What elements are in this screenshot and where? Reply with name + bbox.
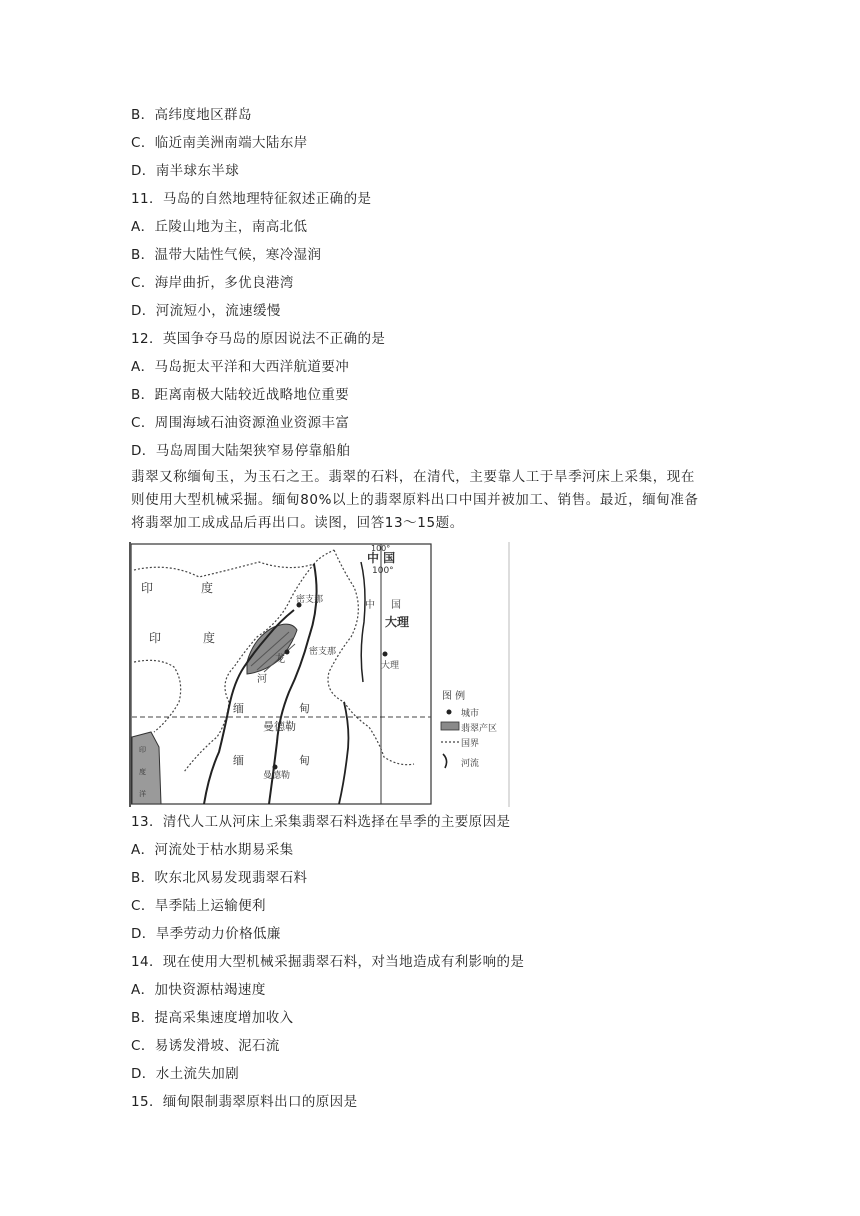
legend-border-label: 国界	[461, 739, 480, 749]
option-line: B．距离南极大陆较近战略地位重要	[131, 387, 350, 403]
option-line: D．水土流失加剧	[131, 1066, 240, 1082]
map-label-china: 中 国	[367, 551, 396, 565]
passage-line: 翡翠又称缅甸玉，为玉石之王。翡翠的石料，在清代，主要靠人工于旱季河床上采集，现在	[131, 469, 695, 485]
option-line: D．旱季劳动力价格低廉	[131, 926, 281, 942]
legend-city-label: 城市	[461, 709, 480, 719]
option-line: B．提高采集速度增加收入	[131, 1010, 294, 1026]
map-label-myitkyina: 密支那	[296, 595, 324, 605]
myanmar-jade-map	[129, 542, 510, 807]
legend-river-label: 河流	[461, 759, 480, 769]
option-line: D．南半球东半球	[131, 163, 240, 179]
option-line: A．丘陵山地为主，南高北低	[131, 219, 308, 235]
option-line: A．马岛扼太平洋和大西洋航道要冲	[131, 359, 350, 375]
reading-passage	[131, 466, 731, 535]
map-label-india: 印	[149, 631, 162, 645]
option-line: C．临近南美洲南端大陆东岸	[131, 135, 308, 151]
map-label-river: 龙	[275, 654, 285, 665]
option-line: D．马岛周围大陆架狭窄易停靠船舶	[131, 443, 351, 459]
map-label-burma: 甸	[299, 754, 310, 767]
map-frame	[131, 544, 431, 804]
city-dali	[383, 652, 388, 657]
option-line: B．温带大陆性气候，寒冷湿润	[131, 247, 322, 263]
map-label-burma: 缅	[233, 754, 244, 767]
map-label-ocean: 洋	[139, 790, 146, 798]
option-line: B．高纬度地区群岛	[131, 107, 252, 123]
legend-jade-label: 翡翠产区	[461, 724, 498, 734]
legend-city-symbol	[447, 710, 452, 715]
map-label-burma: 缅	[233, 702, 244, 715]
passage-line: 则使用大型机械采掘。缅甸80%以上的翡翠原料出口中国并被加工、销售。最近，缅甸准备	[131, 492, 699, 508]
option-line: C．周围海域石油资源渔业资源丰富	[131, 415, 350, 431]
option-line: C．易诱发滑坡、泥石流	[131, 1038, 280, 1054]
option-line: C．海岸曲折，多优良港湾	[131, 275, 294, 291]
city-myitkyina	[285, 650, 290, 655]
map-label-burma: 甸	[299, 702, 310, 715]
map-label-ocean: 印	[139, 746, 146, 754]
map-label-river: 河	[257, 674, 267, 685]
option-line: C．旱季陆上运输便利	[131, 898, 266, 914]
map-label-dali: 大理	[381, 661, 400, 671]
map-label-china: 中	[365, 600, 375, 611]
passage-line: 将翡翠加工成成品后再出口。读图，回答13～15题。	[131, 515, 464, 531]
map-label-dali: 大理	[385, 615, 410, 629]
option-line: B．吹东北风易发现翡翠石料	[131, 870, 308, 886]
map-label-china: 国	[391, 600, 401, 611]
map-label-longitude: 100°	[371, 544, 391, 553]
question-stem: 13．清代人工从河床上采集翡翠石料选择在旱季的主要原因是	[131, 814, 511, 830]
map-label-myitkyina: 密支那	[309, 647, 337, 657]
option-line: A．河流处于枯水期易采集	[131, 842, 294, 858]
map-legend	[441, 689, 497, 769]
legend-title: 图 例	[442, 691, 466, 702]
map-label-longitude: 100°	[372, 566, 394, 576]
map-label-india: 度	[203, 631, 216, 645]
map-label-india: 度	[201, 581, 214, 595]
map-label-mandalay: 曼德勒	[263, 720, 296, 733]
map-label-ocean: 度	[139, 768, 146, 776]
question-stem: 14．现在使用大型机械采掘翡翠石料，对当地造成有利影响的是	[131, 954, 525, 970]
legend-jade-symbol	[441, 722, 459, 730]
map-label-india: 印	[141, 581, 154, 595]
option-line: D．河流短小，流速缓慢	[131, 303, 281, 319]
indian-ocean-area	[132, 732, 161, 804]
legend-river-symbol	[443, 754, 447, 768]
question-stem: 15．缅甸限制翡翠原料出口的原因是	[131, 1094, 358, 1110]
question-stem: 11．马岛的自然地理特征叙述正确的是	[131, 191, 372, 207]
question-stem: 12．英国争夺马岛的原因说法不正确的是	[131, 331, 386, 347]
option-line: A．加快资源枯竭速度	[131, 982, 266, 998]
city-mandalay-south	[273, 765, 278, 770]
map-label-city-south: 曼德勒	[263, 771, 291, 781]
